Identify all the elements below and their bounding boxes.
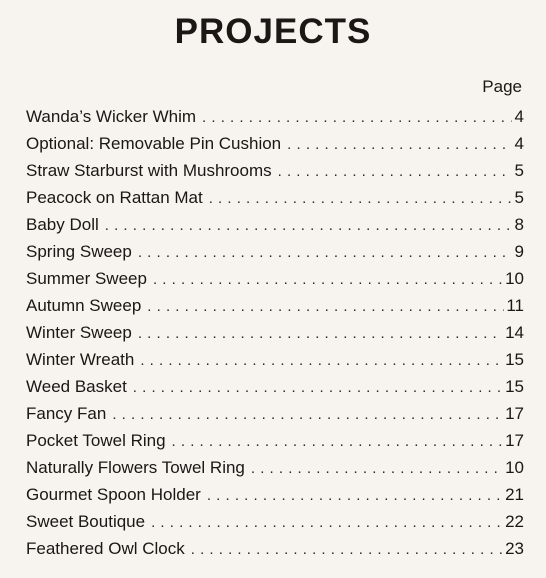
dot-leader <box>151 509 503 536</box>
toc-entry <box>26 373 524 400</box>
toc-entry <box>26 319 524 346</box>
dot-leader <box>138 320 503 347</box>
toc-entry <box>26 454 524 481</box>
toc-entry <box>26 292 524 319</box>
toc-entry-title: Pocket Towel Ring <box>26 431 166 450</box>
dot-leader <box>105 212 512 239</box>
toc-entry <box>26 400 524 427</box>
toc-entry-page-number: 15 <box>505 377 524 396</box>
toc-entry-title: Autumn Sweep <box>26 296 142 315</box>
toc-entry <box>26 346 524 373</box>
toc-entry-page-number: 21 <box>505 485 524 504</box>
toc-entry-page-number: 8 <box>514 215 524 234</box>
dot-leader <box>147 293 504 320</box>
toc-entry-page-number: 10 <box>505 458 524 477</box>
toc-entry-title: Spring Sweep <box>26 242 132 261</box>
toc-entry <box>26 211 524 238</box>
toc-entry-title: Winter Sweep <box>26 323 132 342</box>
page-title: PROJECTS <box>174 12 372 51</box>
dot-leader <box>202 104 512 131</box>
toc-entry-page-number: 5 <box>514 188 524 207</box>
toc-entry-page-number: 17 <box>505 404 524 423</box>
toc-entry-title: Straw Starburst with Mushrooms <box>26 161 272 180</box>
dot-leader <box>172 428 504 455</box>
page-column-header: Page <box>482 77 522 96</box>
toc-entry-title: Winter Wreath <box>26 350 135 369</box>
toc-entry-title: Summer Sweep <box>26 269 147 288</box>
dot-leader <box>251 455 503 482</box>
dot-leader <box>153 266 503 293</box>
dot-leader <box>112 401 503 428</box>
toc-entry <box>26 481 524 508</box>
toc-entry-page-number: 4 <box>514 107 524 126</box>
toc-entry <box>26 184 524 211</box>
dot-leader <box>133 374 503 401</box>
toc-entry-title: Sweet Boutique <box>26 512 146 531</box>
toc-entry-page-number: 11 <box>506 296 524 315</box>
toc-entry <box>26 535 524 562</box>
toc-entry-title: Baby Doll <box>26 215 99 234</box>
toc-entry <box>26 157 524 184</box>
dot-leader <box>207 482 503 509</box>
toc-entry-page-number: 9 <box>514 242 524 261</box>
toc-entry <box>26 427 524 454</box>
dot-leader <box>278 158 512 185</box>
toc-entry-title: Peacock on Rattan Mat <box>26 188 203 207</box>
dot-leader <box>138 239 512 266</box>
dot-leader <box>191 536 503 563</box>
toc-entry-page-number: 23 <box>505 539 524 558</box>
toc-entry-title: Wanda’s Wicker Whim <box>26 107 197 126</box>
toc-entry-title: Optional: Removable Pin Cushion <box>26 134 282 153</box>
toc-entry-title: Weed Basket <box>26 377 127 396</box>
toc-entry <box>26 508 524 535</box>
toc-entry-page-number: 4 <box>514 134 524 153</box>
dot-leader <box>209 185 512 212</box>
table-of-contents <box>26 103 524 562</box>
toc-entry-title: Feathered Owl Clock <box>26 539 185 558</box>
toc-entry-page-number: 14 <box>505 323 524 342</box>
toc-entry-title: Fancy Fan <box>26 404 107 423</box>
dot-leader <box>140 347 503 374</box>
dot-leader <box>287 131 512 158</box>
toc-entry <box>26 265 524 292</box>
toc-entry-page-number: 5 <box>514 161 524 180</box>
toc-entry <box>26 130 524 157</box>
toc-entry-page-number: 15 <box>505 350 524 369</box>
toc-entry-title: Naturally Flowers Towel Ring <box>26 458 245 477</box>
toc-entry-page-number: 22 <box>505 512 524 531</box>
toc-entry-title: Gourmet Spoon Holder <box>26 485 201 504</box>
toc-entry-page-number: 10 <box>505 269 524 288</box>
toc-entry <box>26 103 524 130</box>
toc-entry <box>26 238 524 265</box>
toc-entry-page-number: 17 <box>505 431 524 450</box>
